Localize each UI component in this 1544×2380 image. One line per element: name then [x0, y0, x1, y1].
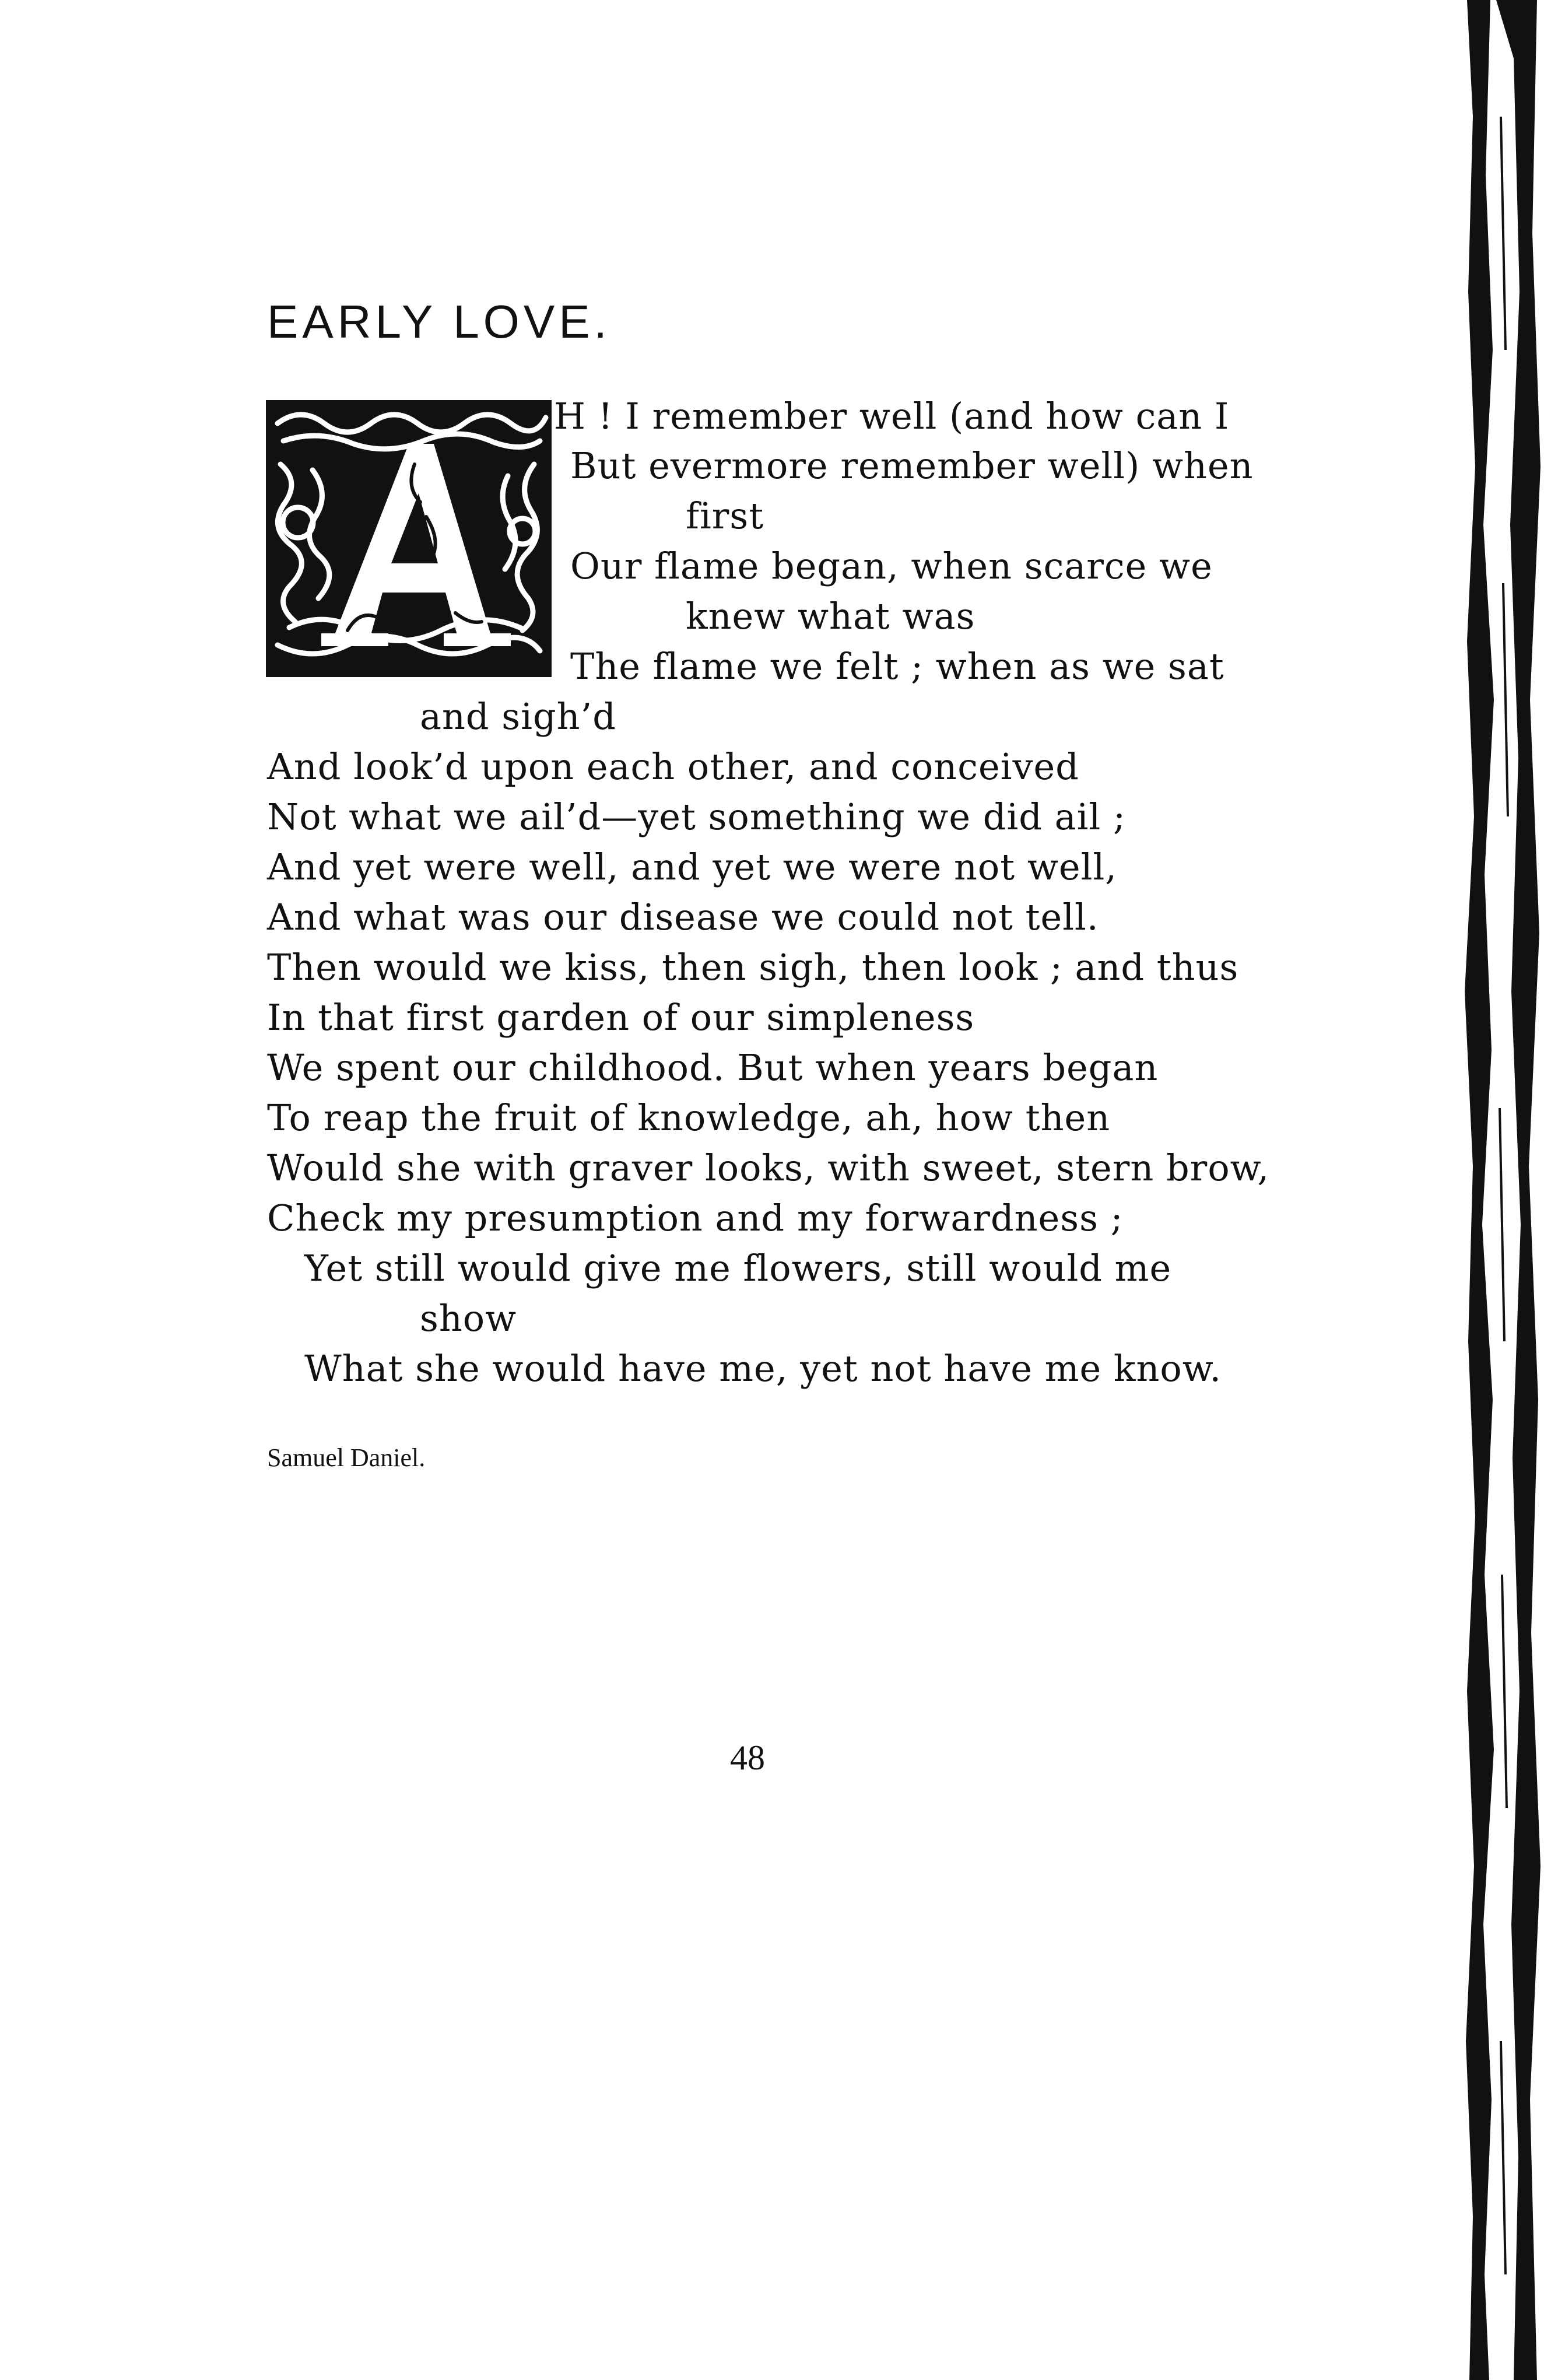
page-number: 48	[730, 1738, 765, 1777]
poem-line: What she would have me, yet not have me know.	[304, 1347, 1222, 1390]
poem-line: And look’d upon each other, and conceived	[267, 745, 1079, 788]
scanned-page-edge	[1455, 0, 1544, 2380]
poem-line: Our flame began, when scarce we	[570, 545, 1213, 587]
decorated-initial-letter	[266, 400, 552, 677]
poem-title: EARLY LOVE.	[267, 296, 611, 348]
poem-line: And yet were well, and yet we were not well,	[267, 846, 1117, 888]
poem-line: To reap the fruit of knowledge, ah, how then	[267, 1096, 1111, 1139]
poem-line: Not what we ail’d—yet something we did ail ;	[267, 795, 1126, 838]
poem-line: knew what was	[686, 595, 975, 637]
poem-line: and sigh’d	[420, 695, 616, 738]
poem-line: show	[420, 1297, 517, 1340]
poem-line: But evermore remember well) when	[570, 444, 1254, 487]
poem-line: In that first garden of our simpleness	[267, 996, 975, 1039]
poem-author: Samuel Daniel.	[267, 1443, 426, 1472]
poem-line: Would she with graver looks, with sweet, stern brow,	[267, 1147, 1270, 1189]
poem-line: Then would we kiss, then sigh, then look ; and thus	[267, 946, 1239, 989]
poem-line: And what was our disease we could not tell.	[267, 896, 1099, 938]
poem-line: We spent our childhood. But when years began	[267, 1046, 1159, 1089]
poem-line: Yet still would give me flowers, still would me	[304, 1247, 1172, 1289]
poem-line: H ! I remember well (and how can I	[554, 395, 1230, 437]
poem-line: first	[686, 495, 764, 537]
poem-line: The flame we felt ; when as we sat	[570, 645, 1224, 688]
poem-line: Check my presumption and my forwardness ;	[267, 1197, 1124, 1239]
